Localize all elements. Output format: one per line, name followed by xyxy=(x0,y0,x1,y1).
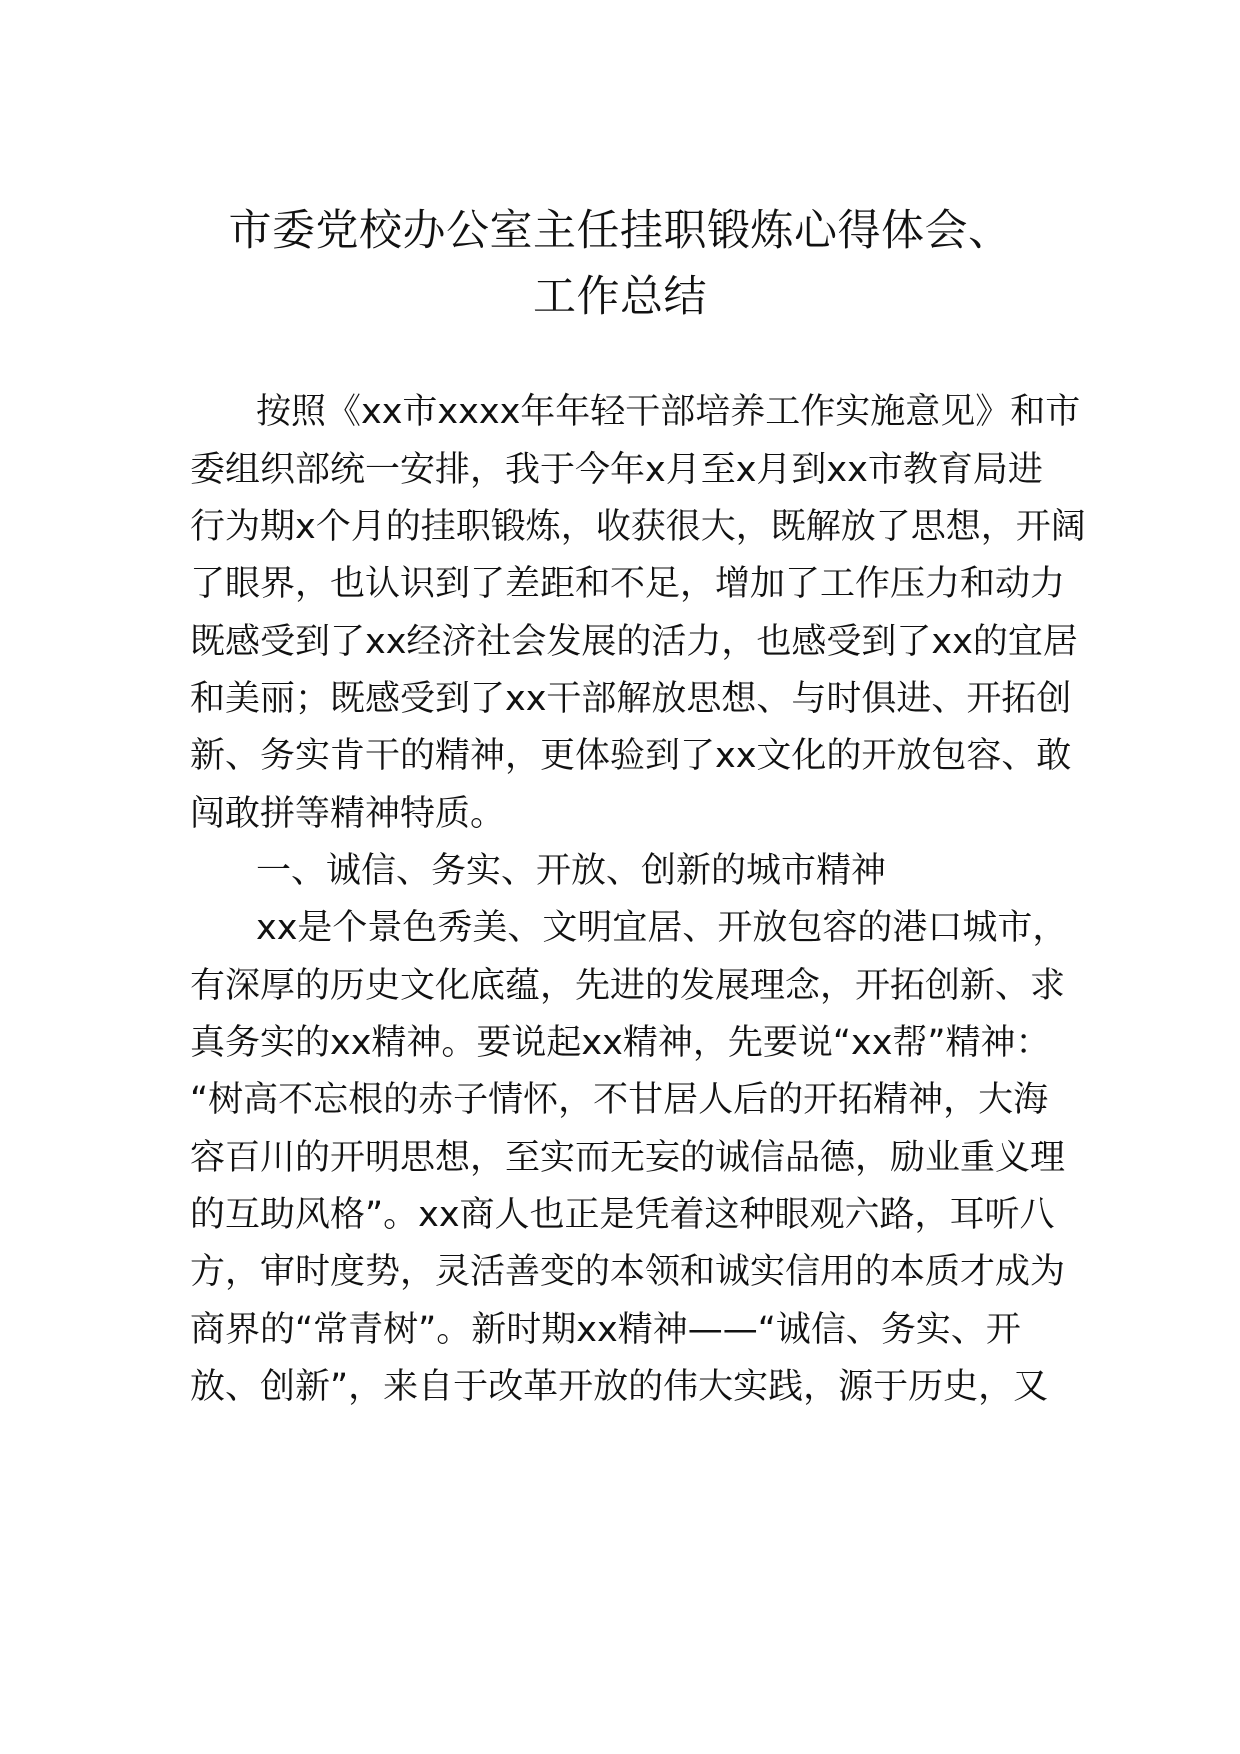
paragraph-line: 方，审时度势，灵活善变的本领和诚实信用的本质才成为 xyxy=(190,1252,1066,1292)
paragraph-line: “树高不忘根的赤子情怀，不甘居人后的开拓精神，大海 xyxy=(190,1080,1049,1120)
paragraph-line: 了眼界，也认识到了差距和不足，增加了工作压力和动力 xyxy=(190,564,1066,604)
paragraph-line: 行为期x个月的挂职锻炼，收获很大，既解放了思想，开阔 xyxy=(190,507,1086,547)
document-title-line-2: 工作总结 xyxy=(533,272,707,322)
paragraph-line: 闯敢拼等精神特质。 xyxy=(190,794,506,834)
paragraph-line: 有深厚的历史文化底蕴，先进的发展理念，开拓创新、求 xyxy=(190,966,1066,1006)
paragraph-line: 按照《xx市xxxx年年轻干部培养工作实施意见》和市 xyxy=(256,392,1081,432)
paragraph-line: 容百川的开明思想，至实而无妄的诚信品德，励业重义理 xyxy=(190,1138,1066,1178)
paragraph-line: xx是个景色秀美、文明宜居、开放包容的港口城市， xyxy=(256,908,1068,948)
paragraph-line: 和美丽；既感受到了xx干部解放思想、与时俱进、开拓创 xyxy=(190,679,1072,719)
paragraph-line: 新、务实肯干的精神，更体验到了xx文化的开放包容、敢 xyxy=(190,736,1072,776)
paragraph-line: 商界的“常青树”。新时期xx精神——“诚信、务实、开 xyxy=(190,1310,1021,1350)
paragraph-line: 放、创新”，来自于改革开放的伟大实践，源于历史，又 xyxy=(190,1367,1049,1407)
paragraph-line: 委组织部统一安排，我于今年x月至x月到xx市教育局进 xyxy=(190,450,1043,490)
paragraph-line: 的互助风格”。xx商人也正是凭着这种眼观六路，耳听八 xyxy=(190,1195,1055,1235)
section-heading: 一、诚信、务实、开放、创新的城市精神 xyxy=(256,851,887,891)
document-title-line-1: 市委党校办公室主任挂职锻炼心得体会、 xyxy=(228,206,1012,256)
paragraph-line: 既感受到了xx经济社会发展的活力，也感受到了xx的宜居 xyxy=(190,622,1078,662)
paragraph-line: 真务实的xx精神。要说起xx精神，先要说“xx帮”精神： xyxy=(190,1023,1051,1063)
